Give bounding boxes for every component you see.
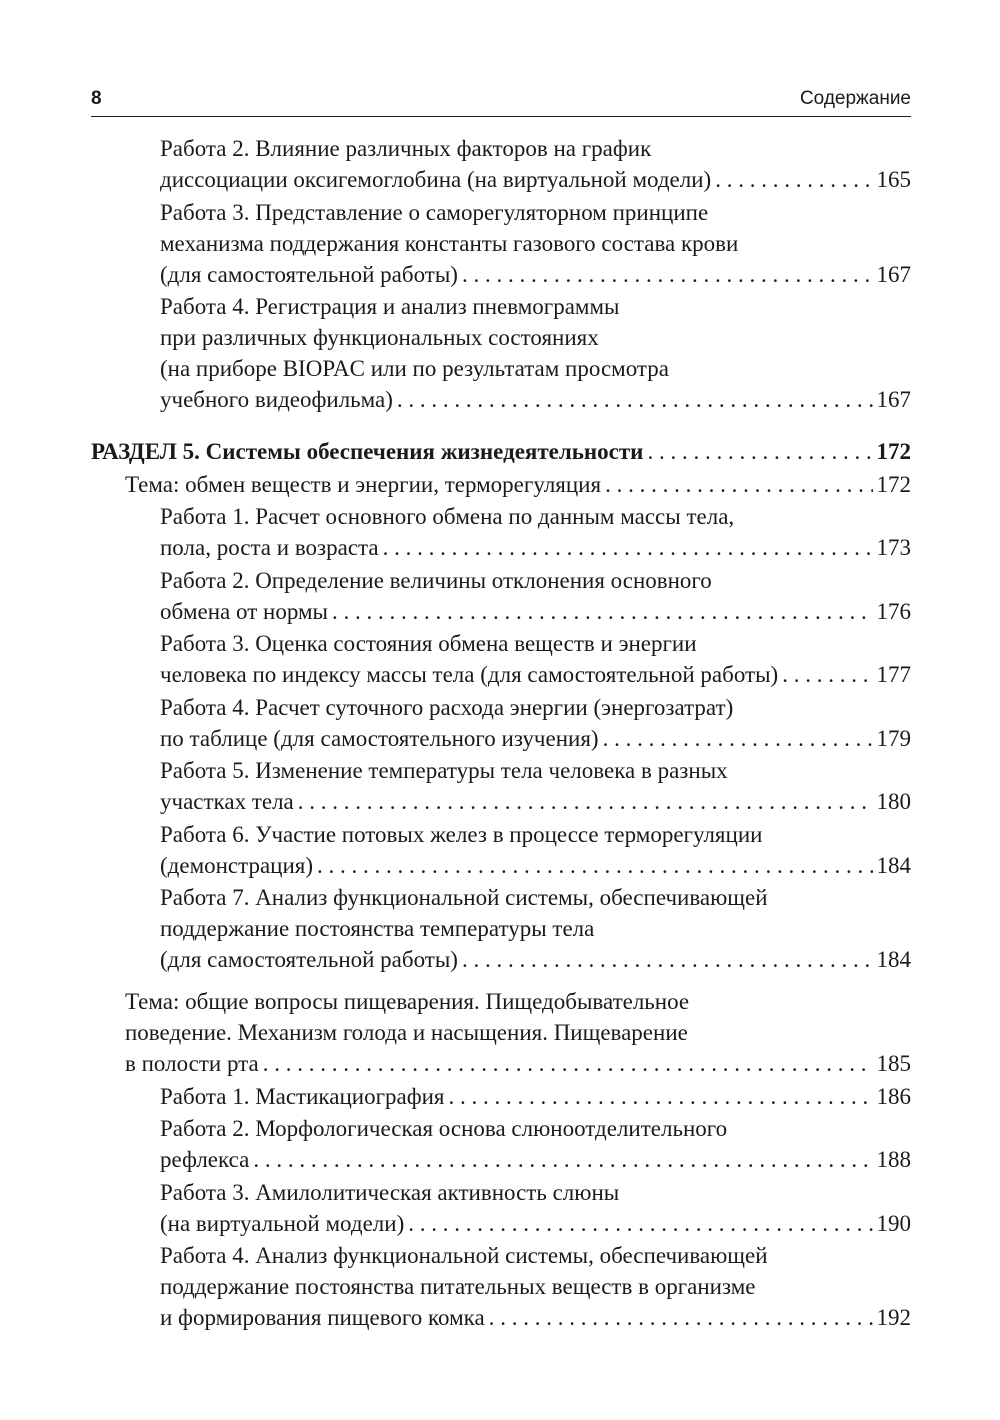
toc-entry-line: Работа 7. Анализ функциональной системы, обеспечивающей [160,885,768,910]
toc-entry[interactable] [91,291,911,415]
toc-entry-last-line [125,469,911,500]
toc-entry-line: Работа 4. Расчет суточного расхода энергии (энергозатрат) [160,694,734,720]
toc-entry-title: пола, роста и возраста [160,535,379,560]
dot-leader [263,1048,873,1079]
toc-entry-line: Работа 4. Регистрация и анализ пневмограммы [160,294,620,319]
toc-entry-line: Работа 5. Изменение температуры тела человека в разных [160,758,728,783]
toc-entry-last-line [160,384,911,415]
toc-entry[interactable] [91,1177,911,1239]
toc-entry-last-line [160,786,911,817]
toc-entry[interactable] [91,882,911,975]
toc-entry-title: в полости рта [125,1051,259,1076]
toc-entry[interactable] [91,692,911,754]
toc-entry-line: при различных функциональных состояниях [160,325,599,350]
toc-entry-line: Тема: общие вопросы пищеварения. Пищедобывательное [125,989,690,1014]
toc-entry-last-line [160,532,911,563]
toc-entry-title: рефлекса [160,1147,250,1172]
toc-entry[interactable] [91,565,911,627]
toc-entry-line: поддержание постоянства питательных веществ в организме [160,1274,756,1299]
page-header [91,86,911,117]
toc-entry-title: Работа 1. Мастикациография [160,1083,445,1109]
toc-entry-last-line [160,259,911,290]
toc-page-number: 167 [876,387,911,412]
dot-leader [332,596,873,627]
toc-entry-title: учебного видеофильма) [160,387,393,412]
toc-page-number: 167 [876,261,911,287]
toc-entry-title: участках тела [160,789,294,814]
toc-entry-last-line [160,723,911,754]
toc-entry-line: Работа 6. Участие потовых желез в процессе терморегуляции [160,821,763,847]
toc-entry[interactable] [91,501,911,563]
toc-entry-last-line [125,1048,911,1079]
toc-entry-title: Тема: обмен веществ и энергии, терморегуляция [125,471,602,497]
toc-page-number: 190 [876,1210,911,1236]
toc-entry-last-line [160,850,911,881]
toc-entry-title: (для самостоятельной работы) [160,947,458,972]
toc-page-number: 184 [876,852,911,878]
dot-leader [449,1081,873,1112]
dot-leader [317,850,872,881]
toc-page-number: 165 [876,167,911,192]
dot-leader [715,164,872,195]
dot-leader [298,786,873,817]
toc-entry-line: механизма поддержания константы газового состава крови [160,230,739,256]
toc-entry-line: поддержание постоянства температуры тела [160,916,595,941]
toc-page-number: 180 [876,789,911,814]
toc-entry-title: РАЗДЕЛ 5. Системы обеспечения жизнедеятельности [91,439,644,464]
dot-leader [489,1302,873,1333]
toc-entry-line: Работа 1. Расчет основного обмена по данным массы тела, [160,504,735,529]
toc-entry-line: Работа 4. Анализ функциональной системы, обеспечивающей [160,1243,768,1268]
toc-entry[interactable] [91,1081,911,1112]
dot-leader [408,1208,872,1239]
toc-entry[interactable] [91,436,911,467]
dot-leader [462,259,873,290]
toc-entry-title: (для самостоятельной работы) [160,261,458,287]
toc-entry[interactable] [91,197,911,290]
toc-entry-line: (на приборе BIOPAC или по результатам просмотра [160,356,669,381]
dot-leader [605,469,872,500]
toc-page-number: 172 [876,439,911,464]
toc-entry-last-line [160,1208,911,1239]
dot-leader [253,1144,872,1175]
toc-entry-last-line [160,944,911,975]
toc-page-number: 184 [876,947,911,972]
toc-entry[interactable] [91,469,911,500]
toc-entry[interactable] [91,1240,911,1333]
toc-entry-line: Работа 3. Амилолитическая активность слюны [160,1179,620,1205]
toc-entry-last-line [160,164,911,195]
table-of-contents [91,133,911,1335]
dot-leader [397,384,873,415]
toc-entry-line: Работа 3. Оценка состояния обмена веществ и энергии [160,631,697,656]
toc-entry[interactable] [91,628,911,690]
toc-entry-last-line [160,1302,911,1333]
toc-entry-title: и формирования пищевого комка [160,1305,485,1330]
page-number: 8 [91,88,102,109]
toc-entry[interactable] [91,819,911,881]
toc-page-number: 179 [876,725,911,751]
toc-page-number: 186 [876,1083,911,1109]
toc-entry-title: (демонстрация) [160,852,314,878]
toc-entry-last-line [160,1081,911,1112]
toc-entry-title: (на виртуальной модели) [160,1210,405,1236]
dot-leader [383,532,873,563]
toc-entry-last-line [160,659,911,690]
dot-leader [782,659,872,690]
dot-leader [603,723,873,754]
toc-page-number: 173 [876,535,911,560]
toc-entry-line: Работа 3. Представление о саморегуляторном принципе [160,199,709,225]
toc-entry-line: поведение. Механизм голода и насыщения. Пищеварение [125,1020,688,1045]
toc-entry-title: обмена от нормы [160,598,328,624]
toc-entry-title: по таблице (для самостоятельного изучения) [160,725,599,751]
toc-page-number: 192 [876,1305,911,1330]
dot-leader [462,944,873,975]
toc-entry[interactable] [91,986,911,1079]
toc-entry-title: человека по индексу массы тела (для самостоятельной работы) [160,662,779,687]
toc-page-number: 188 [876,1147,911,1172]
toc-entry-last-line [91,436,911,467]
toc-page-number: 176 [876,598,911,624]
toc-entry-line: Работа 2. Определение величины отклонения основного [160,567,712,593]
toc-entry[interactable] [91,133,911,195]
dot-leader [647,436,872,467]
toc-entry-line: Работа 2. Влияние различных факторов на график [160,136,652,161]
running-title: Содержание [799,88,911,109]
toc-entry[interactable] [91,755,911,817]
toc-page-number: 177 [876,662,911,687]
toc-entry-last-line [160,1144,911,1175]
toc-page-number: 185 [876,1051,911,1076]
toc-page-number: 172 [876,471,911,497]
toc-entry[interactable] [91,1113,911,1175]
toc-entry-last-line [160,596,911,627]
toc-entry-line: Работа 2. Морфологическая основа слюноотделительного [160,1116,728,1141]
toc-entry-title: диссоциации оксигемоглобина (на виртуальной модели) [160,167,712,192]
